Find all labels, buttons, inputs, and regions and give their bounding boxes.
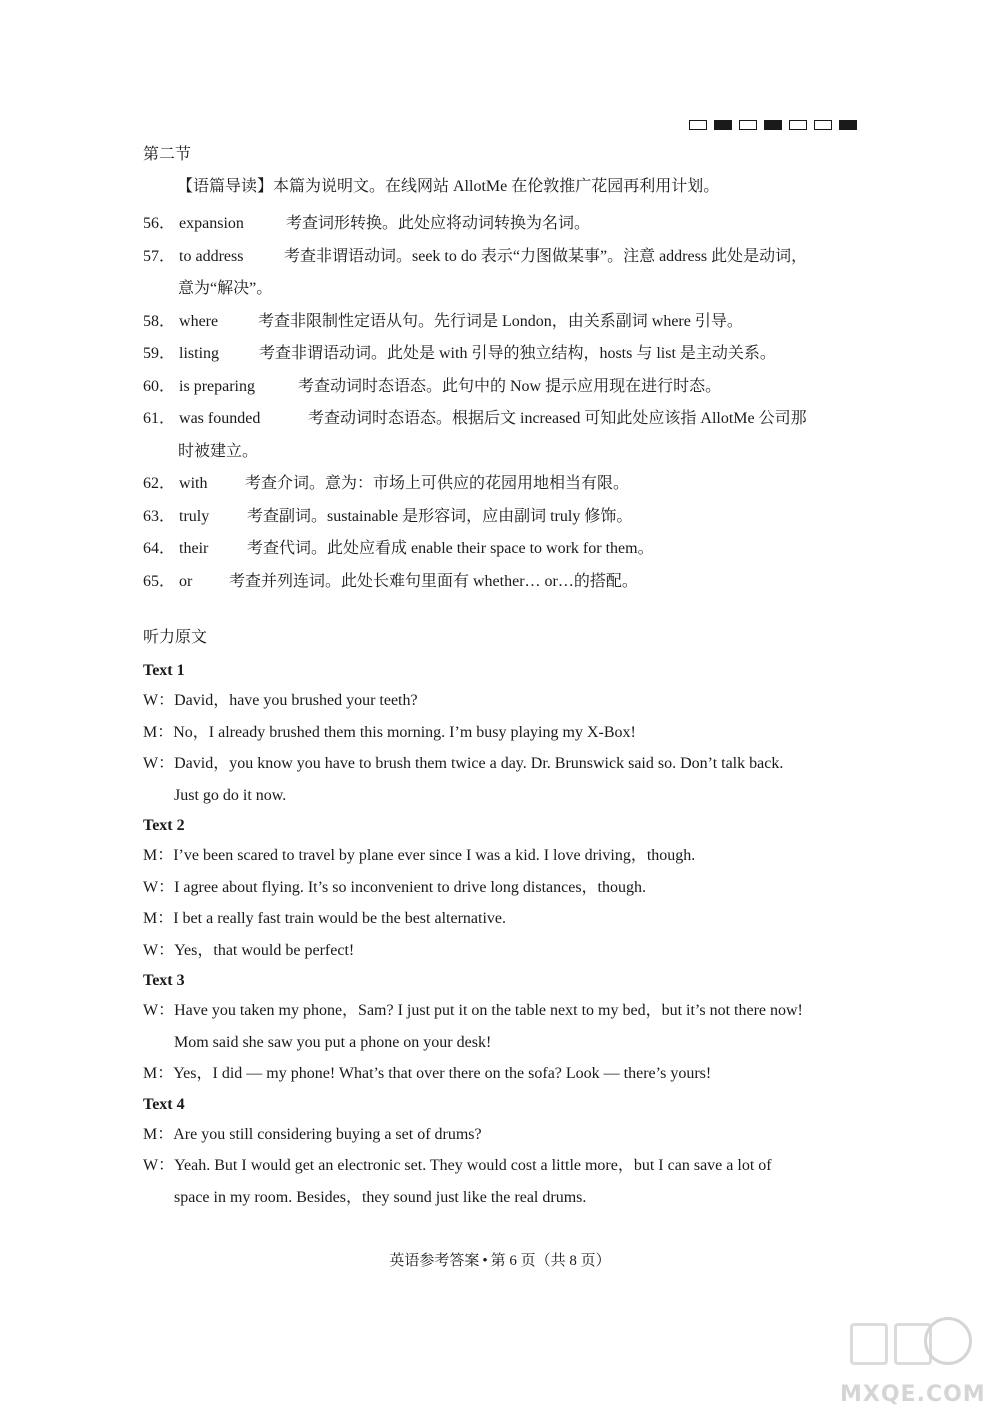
answer-number: 59．	[143, 345, 176, 362]
answer-item	[143, 403, 863, 468]
answer-note: 考查非谓语动词。seek to do 表示“力图做某事”。注意 address 此处是动词，	[284, 247, 808, 265]
answer-item	[143, 371, 863, 404]
answer-number: 62．	[143, 475, 176, 492]
answer-number: 57．	[143, 247, 176, 265]
dialogue-text: M：Yes，I did — my phone! What’s that over there on the sofa? Look — there’s yours!	[143, 1065, 712, 1082]
dialogue-text: W：David，have you brushed your teeth?	[143, 692, 418, 709]
dialogue-text: M：I’ve been scared to travel by plane ever since I was a kid. I love driving，though.	[143, 847, 696, 864]
answer-note: 考查词形转换。此处应将动词转换为名词。	[286, 215, 591, 232]
header-marks	[689, 120, 857, 130]
answer-item	[143, 533, 863, 566]
mark-box	[714, 120, 732, 130]
dialogue-line	[143, 1150, 868, 1213]
dialogue-line	[143, 872, 868, 904]
answer-note: 考查非限制性定语从句。先行词是 London，由关系副词 where 引导。	[258, 312, 743, 330]
page-footer	[0, 1250, 1000, 1272]
answer-note-continued: 意为“解决”。	[178, 280, 273, 297]
answer-number: 56．	[143, 215, 176, 232]
watermark-seal-icon	[924, 1317, 972, 1365]
mark-box	[839, 120, 857, 130]
dialogue-text: W：David，you know you have to brush them twice a day. Dr. Brunswick said so. Don’t talk back.	[143, 755, 784, 772]
dialogue-text: M：Are you still considering buying a set of drums?	[143, 1125, 482, 1143]
footer-page-number: 第 6 页（共 8 页）	[490, 1253, 611, 1269]
answer-number: 64．	[143, 540, 176, 557]
listening-title: 听力原文	[143, 629, 208, 646]
answer-note: 考查非谓语动词。此处是 with 引导的独立结构，hosts 与 list 是主动关系。	[259, 345, 776, 362]
dialogue-text: W：Yes，that would be perfect!	[143, 941, 355, 959]
mark-box	[789, 120, 807, 130]
dialogue-line	[143, 935, 868, 967]
dialogue-text-continued: Mom said she saw you put a phone on your desk!	[174, 1033, 492, 1051]
site-watermark	[840, 1317, 986, 1407]
answer-note: 考查副词。sustainable 是形容词，应由副词 truly 修饰。	[247, 507, 633, 525]
text-heading: Text 4	[143, 1095, 185, 1113]
dialogue-line	[143, 748, 868, 811]
dialogue-line	[143, 903, 868, 935]
footer-doc-title: 英语参考答案	[389, 1253, 480, 1269]
answer-number: 58．	[143, 312, 176, 330]
text-heading: Text 3	[143, 972, 185, 989]
answer-item	[143, 208, 863, 241]
text-heading: Text 1	[143, 662, 185, 679]
dialogue-text: W：Yeah. But I would get an electronic set. They would cost a little more，but I can save a lot of	[143, 1157, 772, 1174]
answer-word: truly	[179, 507, 210, 525]
answer-number: 65．	[143, 572, 176, 590]
answer-item	[143, 468, 863, 501]
answer-list	[143, 208, 863, 598]
dialogue-line	[143, 995, 868, 1058]
answer-note-continued: 时被建立。	[178, 442, 259, 460]
dialogue-text: W：I agree about flying. It’s so inconvenient to drive long distances，though.	[143, 878, 647, 896]
mark-box	[764, 120, 782, 130]
section-label: 第二节	[143, 146, 192, 163]
answer-word: listing	[179, 345, 220, 362]
mark-box	[739, 120, 757, 130]
text-heading: Text 2	[143, 817, 185, 834]
answer-note: 考查代词。此处应看成 enable their space to work for them。	[247, 540, 654, 557]
answer-item	[143, 566, 863, 599]
answer-number: 61．	[143, 410, 176, 427]
dialogue-line	[143, 840, 868, 872]
mark-box	[814, 120, 832, 130]
answer-item	[143, 306, 863, 339]
answer-number: 60．	[143, 377, 176, 395]
footer-separator: •	[482, 1253, 488, 1269]
answer-note: 考查动词时态语态。根据后文 increased 可知此处应该指 AllotMe 公司那	[308, 410, 807, 427]
answer-word: where	[179, 312, 219, 330]
mark-box	[689, 120, 707, 130]
dialogue-text: M：No，I already brushed them this morning. I’m busy playing my X-Box!	[143, 723, 636, 741]
passage-intro: 【语篇导读】本篇为说明文。在线网站 AllotMe 在伦敦推广花园再利用计划。	[177, 178, 720, 195]
answer-number: 63．	[143, 507, 176, 525]
dialogue-line	[143, 717, 868, 749]
answer-item	[143, 338, 863, 371]
answer-item	[143, 501, 863, 534]
dialogue-text-continued: space in my room. Besides，they sound just like the real drums.	[174, 1188, 587, 1206]
answer-item	[143, 241, 863, 306]
answer-word: to address	[179, 247, 244, 265]
answer-word: with	[179, 475, 208, 492]
dialogue-text: W：Have you taken my phone，Sam? I just put it on the table next to my bed，but it’s not there now!	[143, 1002, 803, 1019]
answer-note: 考查动词时态语态。此句中的 Now 提示应用现在进行时态。	[298, 377, 722, 395]
listening-transcript	[143, 656, 868, 1213]
watermark-logo-icon	[850, 1323, 932, 1365]
dialogue-line	[143, 1058, 868, 1090]
answer-note: 考查介词。意为：市场上可供应的花园用地相当有限。	[245, 475, 630, 492]
dialogue-text-continued: Just go do it now.	[174, 786, 287, 804]
watermark-text: MXQE.COM	[840, 1382, 986, 1407]
dialogue-line	[143, 685, 868, 717]
answer-word: their	[179, 540, 209, 557]
dialogue-text: M：I bet a really fast train would be the best alternative.	[143, 910, 506, 927]
answer-word: expansion	[179, 215, 244, 232]
answer-word: or	[179, 572, 193, 590]
answer-word: is preparing	[179, 377, 255, 395]
answer-note: 考查并列连词。此处长难句里面有 whether… or…的搭配。	[229, 572, 638, 590]
dialogue-line	[143, 1119, 868, 1151]
answer-word: was founded	[179, 410, 261, 427]
